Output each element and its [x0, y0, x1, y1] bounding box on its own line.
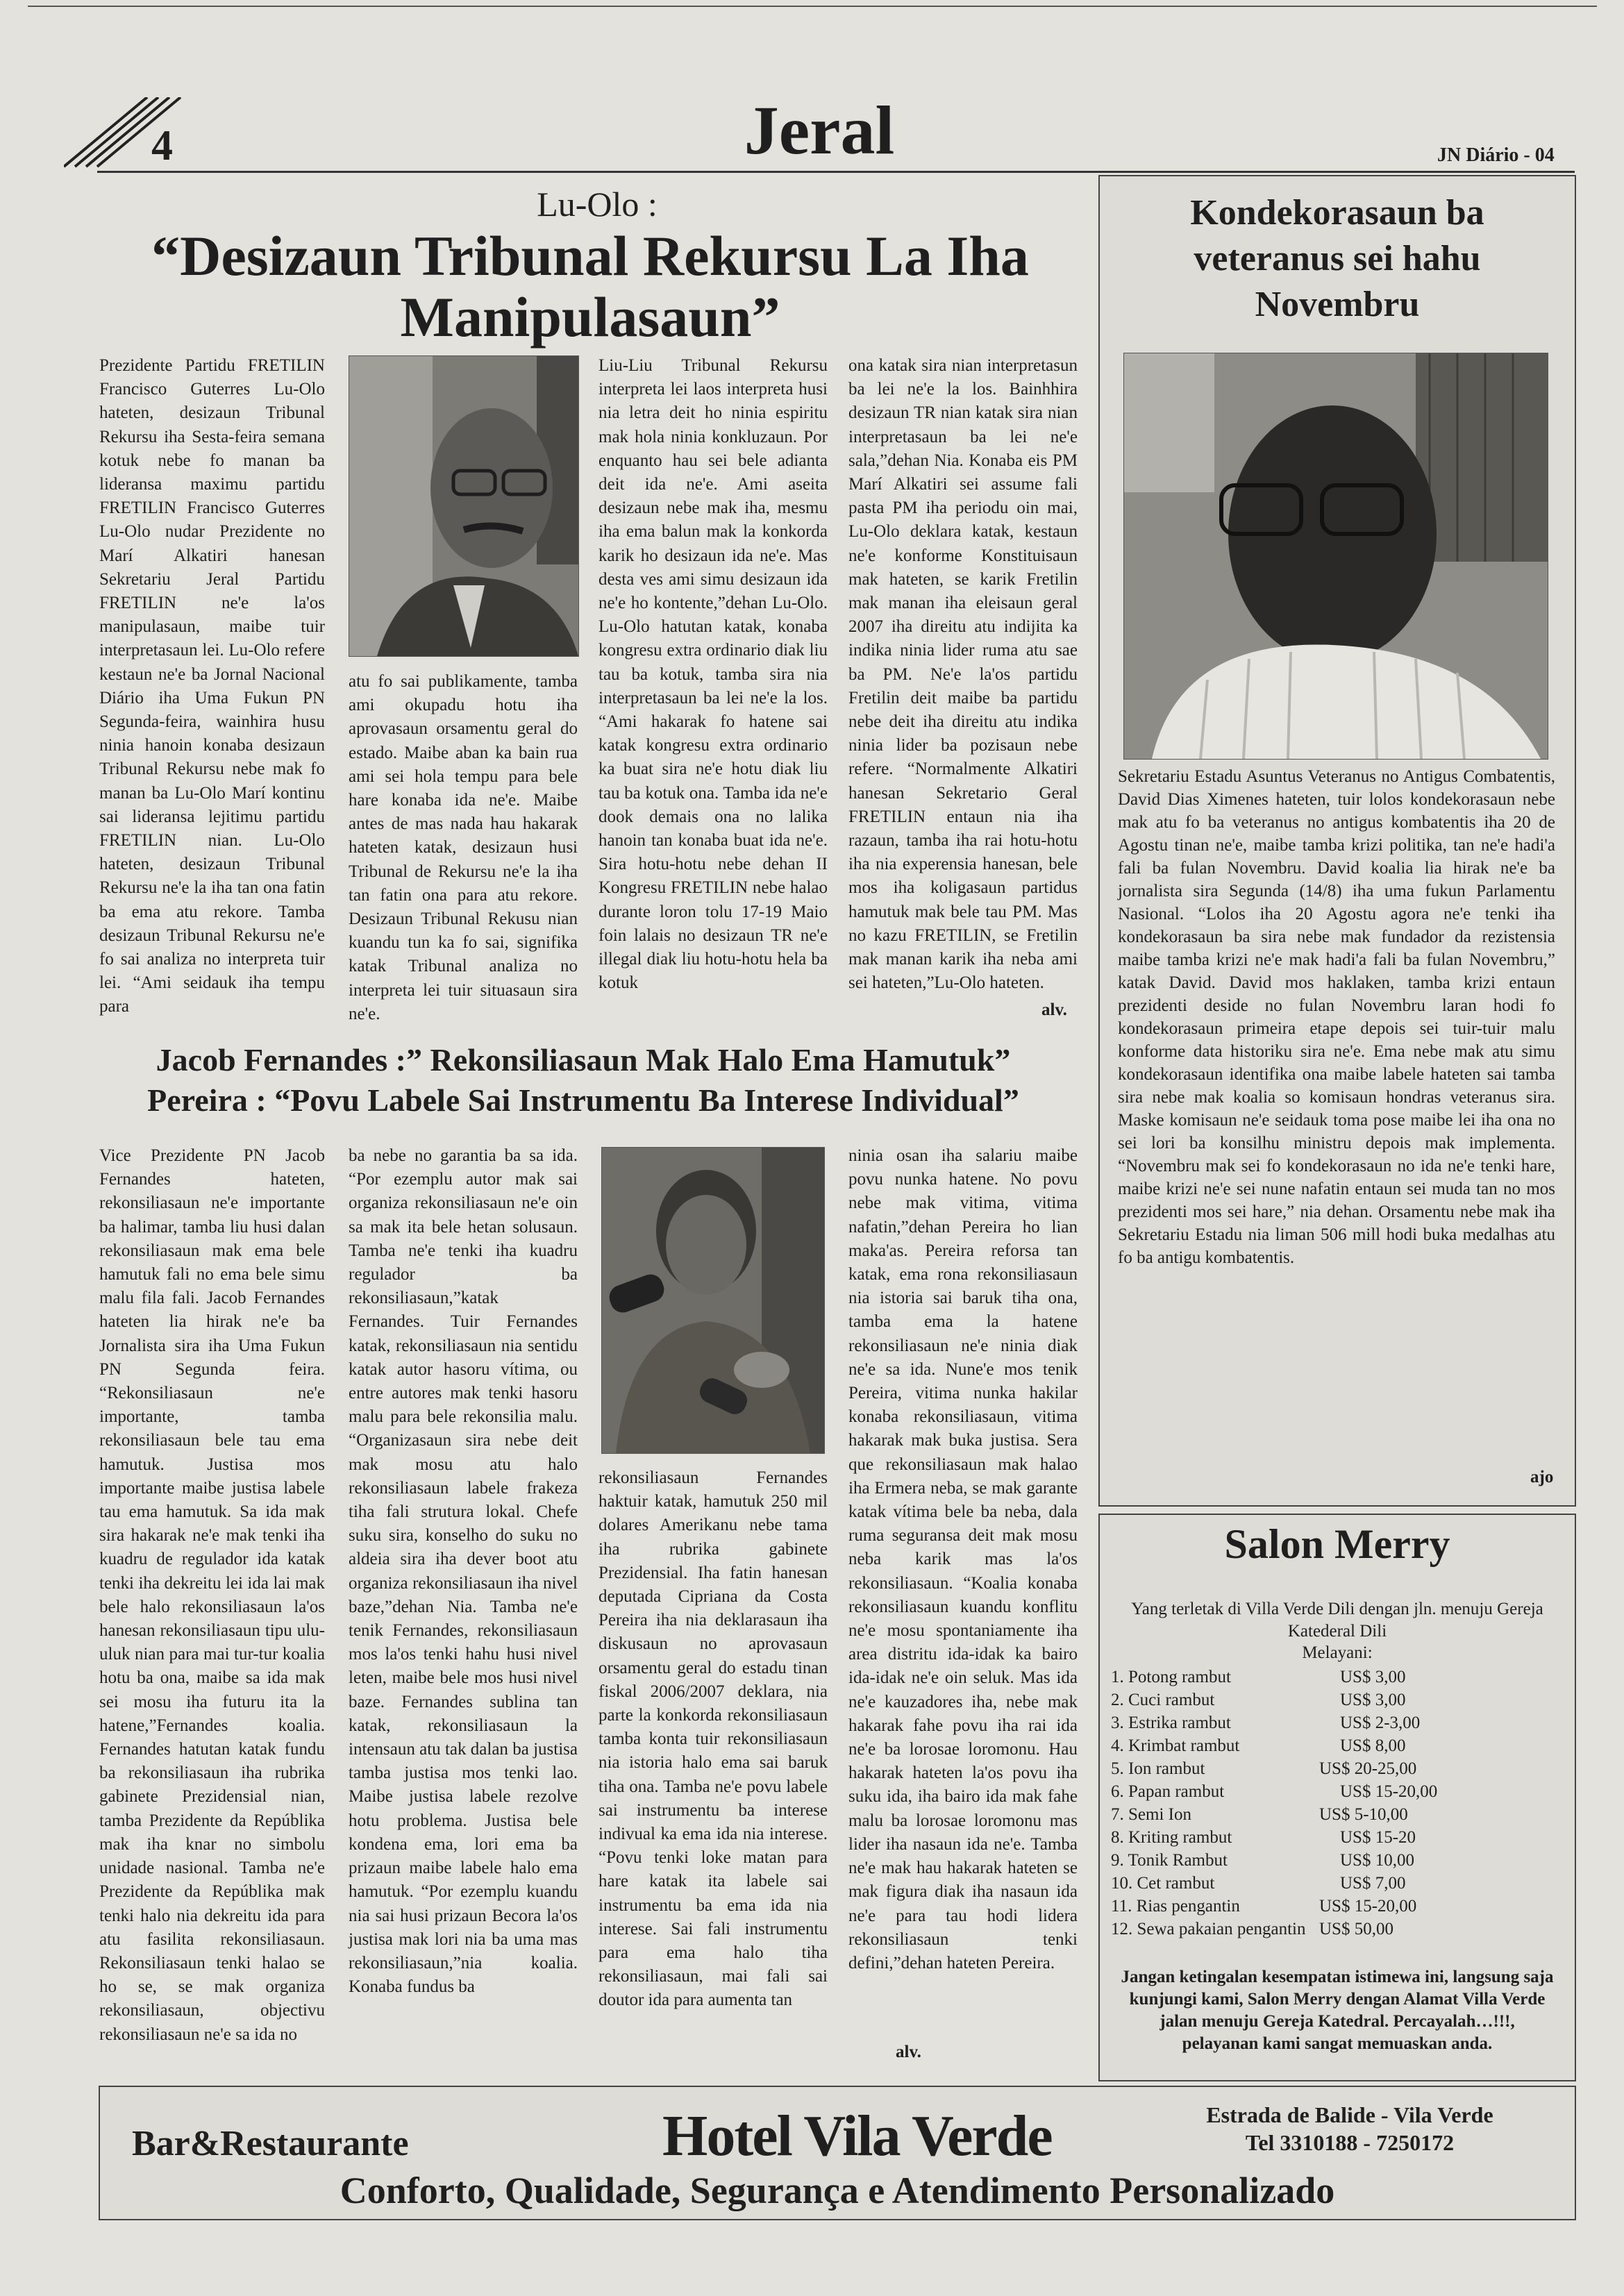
- paper-page-label: JN Diário - 04: [1437, 144, 1555, 166]
- price-row: 7. Semi Ion US$ 5-10,00: [1111, 1805, 1408, 1824]
- price-row: 9. Tonik Rambut US$ 10,00: [1111, 1851, 1414, 1870]
- salon-title: Salon Merry: [1224, 1521, 1450, 1567]
- article1-kicker: Lu-Olo :: [537, 185, 658, 224]
- article3-sign: ajo: [1530, 1468, 1554, 1486]
- salon-merry-ad: [1098, 1514, 1576, 2081]
- salon-price-list: [1111, 1666, 1541, 1941]
- hotel-tel: Tel 3310188 - 7250172: [1245, 2130, 1455, 2155]
- price-row: 6. Papan rambut US$ 15-20,00: [1111, 1782, 1438, 1801]
- article2-sign: alv.: [896, 2043, 921, 2061]
- article3-headline: Kondekorasaun ba veteranus sei hahu Novembru: [1190, 193, 1484, 324]
- hotel-vila-verde-ad: [99, 2086, 1576, 2220]
- price-row: 5. Ion rambut US$ 20-25,00: [1111, 1759, 1417, 1778]
- article1-col3: Liu-Liu Tribunal Rekursu interpreta lei laos interpreta husi nia letra deit ho ninia espiritu mak hola ninia konkluzaun. Por enquanto hau sei bele adianta deit ida ne'e. Ami aseita desizaun nebe mak iha, mesmu iha ema balun mak la konkorda karik ho desizaun ida ne'e. Mas desta ves ami simu desizaun ida ne'e ho kontente,”dehan Lu-Olo. Lu-Olo hatutan katak, konaba kongresu extra ordinario diak liu tau ba kotuk, tamba sira nia interpretasaun ba lei ne'e la los. “Ami hakarak fo hatene sai katak kongresu extra ordinario ka buat sira ne'e hotu diak liu tau ba kotuk ona. Tamba ida ne'e dook demais ona no lalika hanoin tan konaba buat ida ne'e. Sira hotu-hotu nebe dehan II Kongresu FRETILIN nebe halao durante loron tolu 17-19 Maio foin lalais no desizaun TR ne'e illegal diak liu hotu-hotu hela ba kotuk: [598, 356, 828, 993]
- article1-col4: ona katak sira nian interpretasun ba lei ne'e la los. Bainhhira desizaun TR nian katak sira nian interpretasaun ba lei ne'e sala,”dehan Nia. Konaba eis PM Marí Alkatiri sei assume fali pasta PM iha periodu oin mai, Lu-Olo deklara katak, kestaun ne'e konforme Konstituisaun mak hateten, se karik Fretilin mak manan iha eleisaun geral 2007 iha direitu atu indijita ka indika ninia lider ruma atu sae ba PM. Ne'e la'os partidu Fretilin deit maibe ba partidu nebe deit iha direitu atu indika ninia lider ba pozisaun nebe refere. “Normalmente Alkatiri hanesan Sekretario Geral FRETILIN entaun nia iha razaun, tamba iha rai hotu-hotu iha nia experensia hanesan, bele mos iha koligasaun partidus hamutuk mak bele tau PM. Mas no kazu FRETILIN, se Fretilin mak manan karik iha neba ami sei hateten,”Lu-Olo hateten.: [848, 356, 1078, 993]
- price-row: 11. Rias pengantin US$ 15-20,00: [1111, 1897, 1417, 1916]
- article2-col3: rekonsiliasaun Fernandes haktuir katak, hamutuk 250 mil dolares Amerikanu nebe tama iha rubrika gabinete Prezidensial. Iha fatin hanesan deputada Cipriana da Costa Pereira iha nia deklarasaun iha diskusaun no aprovasaun orsamentu geral do estadu tinan fiskal 2006/2007 deklara, nia parte la konkorda rekonsiliasaun tamba konta tuir rekonsiliasaun nia istoria halo ema sai baruk tiha ona. Tamba ne'e povu labele sai instrumentu ba interese indivual ka ema ida nia interese. “Povu tenki loke matan para hare katak ita labele sai instrumentu ba ema ida nia interese. Sai fali instrumentu para ema halo tiha rekonsiliasaun, mai fali sai doutor ida para aumenta tan: [598, 1468, 828, 2010]
- article2-col1: Vice Prezidente PN Jacob Fernandes hateten, rekonsiliasaun ne'e importante ba halimar, tamba liu husi dalan rekonsiliasaun mak ema bele hamutuk fali no ema bele simu malu fila fali. Jacob Fernandes hateten lia hirak ne'e ba Jornalista sira iha Uma Fukun PN Segunda feira. “Rekonsiliasaun ne'e importante, tamba rekonsiliasaun bele tau ema hamutuk. Justisa mos importante maibe justisa labele tau ema hamutuk. Sa ida mak sira hakarak ne'e mak tenki iha kuadru de regulador ida katak tenki iha dekreitu lei ida lai mak bele halo rekonsiliasaun la'os hanesan rekonsiliasaun tipu ulu-uluk nian para mai tur-tur koalia hotu ba ona, maibe sa ida mak sei mosu iha futuru ita la hatene,”Fernandes koalia. Fernandes hatutan katak fundu ba rekonsiliasaun iha rubrika gabinete Prezidensial nian, tamba Prezidente da Repúblika mak iha knar no simbolu unidade nasional. Tamba ne'e Prezidente da Repúblika mak tenki halo nia dekreitu ida para atu fasilita rekonsiliasaun. Rekonsiliasaun tenki halao se ho se, se mak organiza rekonsiliasaun, objectivu rekonsiliasaun ne'e sa ida no: [99, 1146, 325, 2044]
- article1-sign: alv.: [1041, 1000, 1067, 1019]
- article2-col4: ninia osan iha salariu maibe povu nunka hatene. No povu nebe mak vitima, vitima nafatin,”dehan Pereira ho lian maka'as. Pereira reforsa tan katak, ema rona rekonsiliasaun nia istoria sai baruk tiha ona, tamba ema la hatene rekonsiliasaun ne'e ninia diak ne'e sa ida. Nune'e mos tenik Pereira, vitima nunka hakilar konaba rekonsiliasaun, vitima hakarak mak buka justisa. Sera que rekonsiliasaun mak halao iha Ermera neba, se mak garante katak vítima bele ba neba, dala ruma seguransa deit mak mosu neba karik mas la'os rekonsiliasaun. “Koalia konaba rekonsiliasaun kuandu konflitu ne'e mosu spontaniamente iha area distritu ida-idak ka bairo ida-idak ne'e oin seluk. Mas ida ne'e kauzadores iha, nebe mak hakarak fahe povu iha rai ida ne'e ba lorosae loromonu. Hau hakarak hateten la'os povu iha suku ida, iha bairo ida mak fahe malu ba lorosae loromonu mas lider iha nasaun ida ne'e. Tamba ne'e mak hau hakarak hateten se mak figura diak iha nasaun ida ne'e para tau hodi lidera rekonsiliasaun tenki defini,”dehan hateten Pereira.: [848, 1146, 1078, 1972]
- salon-intro: Yang terletak di Villa Verde Dili dengan jln. menuju Gereja Katederal Dili: [1131, 1600, 1543, 1641]
- price-row: 4. Krimbat rambut US$ 8,00: [1111, 1736, 1406, 1755]
- article2-headline-2: Pereira : “Povu Labele Sai Instrumentu Ba Interese Individual”: [147, 1082, 1019, 1118]
- hotel-slogan: Conforto, Qualidade, Segurança e Atendimento Personalizado: [340, 2170, 1335, 2211]
- page-number: 4: [151, 122, 173, 169]
- salon-closing: Jangan ketingalan kesempatan istimewa ini, langsung saja kunjungi kami, Salon Merry dengan Alamat Villa Verde jalan menuju Gereja Katedral. Percayalah…!!!, pelayanan kami sangat memuaskan anda.: [1121, 1968, 1554, 2053]
- photo-lu-olo: [349, 355, 579, 657]
- price-row: 8. Kriting rambut US$ 15-20: [1111, 1828, 1416, 1847]
- article1-headline: “Desizaun Tribunal Rekursu La Iha Manipulasaun”: [151, 224, 1029, 349]
- header-rule: [97, 171, 1575, 173]
- price-row: 2. Cuci rambut US$ 3,00: [1111, 1691, 1406, 1709]
- top-border: [28, 6, 1597, 7]
- photo-david-ximenes: [1123, 353, 1548, 760]
- photo-pereira: [601, 1147, 825, 1454]
- price-row: 1. Potong rambut US$ 3,00: [1111, 1668, 1406, 1686]
- article3-body: Sekretariu Estadu Asuntus Veteranus no Antigus Combatentis, David Dias Ximenes hateten, tuir lolos kondekorasaun nebe mak atu fo ba veteranus no antigus kombatentis iha 20 de Agostu tinan ne'e, maibe tamba krizi politika, tan ne'e hadi'a fali ba fulan Novembru. David koalia lia hirak ne'e ba jornalista sira Segunda (14/8) iha uma fukun Parlamentu Nasional. “Lolos iha 20 Agostu agora ne'e tenki iha kondekorasaun ba sira nebe mak fundador da rezistensia maibe tamba krizi ne'e mak hadi'a fali ba fulan Novembru,” katak David. David mos haklaken, tamba krizi entaun prezidenti deside no fulan Novembru laran hodi fo kondekorasaun primeira etape depois sei tuir-tuir malu konforme data historiku sira ne'e. Ema nebe mak atu simu kondekorasaun identifika ona maibe labele hateten sai tamba sira nebe mak koalia so komisaun hondras veteranus sira. Maske komisaun ne'e seidauk toma pose maibe lei iha ona no sei lori ba konsilhu ministru depois mak implementa. “Novembru mak sei fo kondekorasaun no ida ne'e tenki hare, maibe krizi ne'e sei nune nafatin entaun sei muda tan no mos prezidenti mos sei hare,” nia dehan. Orsamentu nebe mak iha Sekretariu Estadu nia liman 506 mill hodi buka medalhas atu fo ba antigu kombatentis.: [1118, 767, 1555, 1267]
- hotel-bar-restaurant: Bar&Restaurante: [132, 2124, 409, 2163]
- article2-headline-1: Jacob Fernandes :” Rekonsiliasaun Mak Halo Ema Hamutuk”: [156, 1042, 1011, 1078]
- hotel-address: Estrada de Balide - Vila Verde: [1206, 2102, 1493, 2127]
- salon-serves: Melayani:: [1302, 1643, 1373, 1662]
- price-row: 12. Sewa pakaian pengantin US$ 50,00: [1111, 1920, 1393, 1938]
- article2-col2: ba nebe no garantia ba sa ida. “Por ezemplu autor mak sai organiza rekonsiliasaun ne'e oin sa mak ita bele hetan solusaun. Tamba ne'e tenki iha kuadru regulador ba rekonsiliasaun,”katak Fernandes. Tuir Fernandes katak, rekonsiliasaun nia sentidu katak autor hasoru vítima, ou entre autores mak tenki hasoru malu para bele rekonsilia malu. “Organizasaun sira nebe deit mak mosu atu halo rekonsiliasaun labele frakeza tiha fali strutura lokal. Chefe suku sira, konselho do suku no aldeia sira iha dever boot atu organiza rekonsiliasaun iha nivel baze,”dehan Nia. Tamba ne'e tenik Fernandes, rekonsiliasaun mos la'os tenki hahu husi nivel leten, maibe bele mos husi nivel baze. Fernandes sublina tan katak, rekonsiliasaun la intensaun atu tak dalan ba justisa tamba justisa mos tenki lao. Maibe justisa labele rezolve hotu problema. Justisa bele kondena ema, lori ema ba prizaun maibe labele halo ema hamutuk. “Por ezemplu kuandu nia sai husi prizaun Becora la'os justisa mak lori nia ba uma mas rekonsiliasaun,”nia koalia. Konaba fundus ba: [349, 1146, 578, 1997]
- article3-box: [1098, 175, 1576, 1507]
- price-row: 3. Estrika rambut US$ 2-3,00: [1111, 1713, 1421, 1732]
- hotel-name: Hotel Vila Verde: [662, 2104, 1052, 2168]
- article1-col2: atu fo sai publikamente, tamba ami okupadu hotu iha aprovasaun orsamentu geral do estado. Maibe aban ka bain rua ami sei hola tempu para bele hare konaba ida ne'e. Maibe antes de mas nada hau hakarak hateten katak, desizaun husi Tribunal de Rekursu ne'e la iha tan fatin ona para atu rekore. Desizaun Tribunal Rekusu nian kuandu tun ka fo sai, signifika katak Tribunal analiza no interpreta lei tuir situasaun sira ne'e.: [349, 672, 578, 1023]
- section-title: Jeral: [744, 92, 895, 169]
- price-row: 10. Cet rambut US$ 7,00: [1111, 1874, 1406, 1893]
- article1-col1: Prezidente Partidu FRETILIN Francisco Guterres Lu-Olo hateten, desizaun Tribunal Rekursu iha Sesta-feira semana kotuk nebe fo manan ba lideransa maximu partidu FRETILIN Francisco Guterres Lu-Olo nudar Prezidente no Marí Alkatiri hanesan Sekretariu Jeral Partidu FRETILIN ne'e la'os manipulasaun, maibe tuir interpretasaun lei. Lu-Olo refere kestaun ne'e ba Jornal Nacional Diário iha Uma Fukun PN Segunda-feira, wainhira husu ninia hanoin konaba desizaun Tribunal Rekursu nebe mak fo manan ba Lu-Olo Marí kontinu sai lideransa lejitimu partidu FRETILIN nian. Lu-Olo hateten, desizaun Tribunal Rekursu ne'e la iha tan ona fatin ba ema atu rekore. Tamba desizaun Tribunal Rekursu ne'e fo sai analiza no interpreta tuir lei. “Ami seidauk iha tempu para: [99, 356, 325, 1016]
